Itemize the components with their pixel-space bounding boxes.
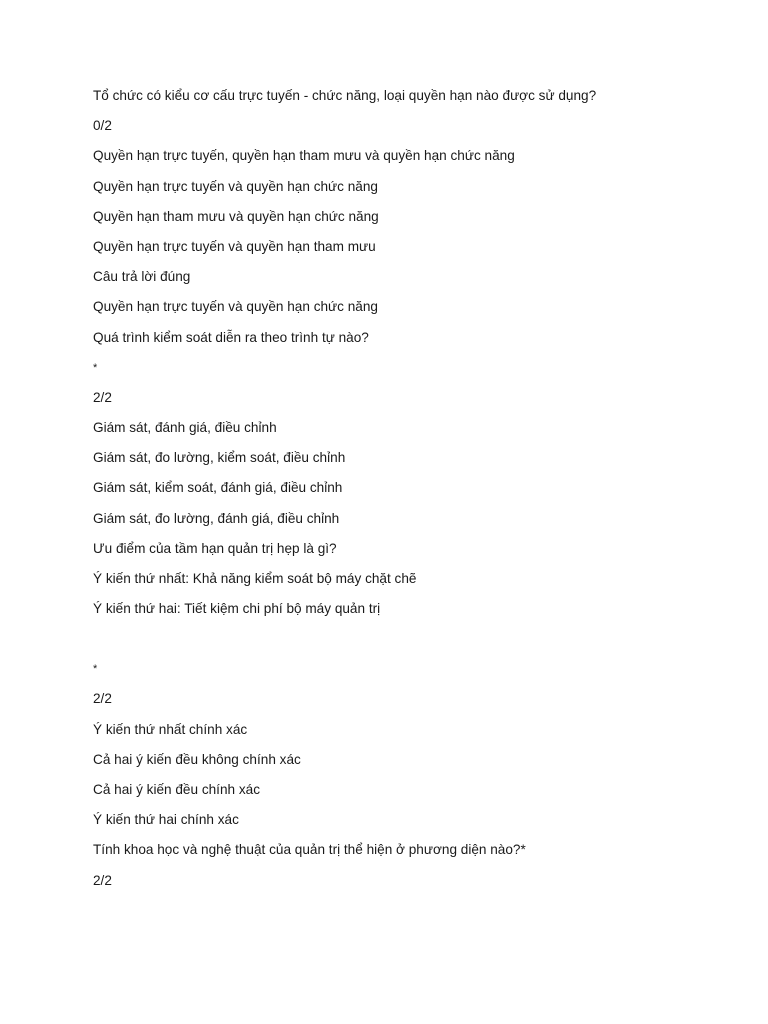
answer-option: Giám sát, đo lường, kiểm soát, điều chỉnh: [93, 450, 346, 466]
answer-option: Ý kiến thứ nhất chính xác: [93, 721, 248, 737]
required-marker: *: [93, 663, 98, 676]
answer-option: Giám sát, kiểm soát, đánh giá, điều chỉnh: [93, 480, 343, 496]
answer-option: Quyền hạn tham mưu và quyền hạn chức năng: [93, 208, 379, 224]
answer-option: Quyền hạn trực tuyến và quyền hạn chức năng: [93, 178, 378, 194]
answer-option: Cả hai ý kiến đều chính xác: [93, 781, 261, 797]
score-text: 2/2: [93, 691, 112, 707]
score-text: 2/2: [93, 389, 112, 405]
question-text: Ưu điểm của tầm hạn quản trị hẹp là gì?: [93, 540, 337, 556]
answer-option: Quyền hạn trực tuyến, quyền hạn tham mưu và quyền hạn chức năng: [93, 148, 515, 164]
answer-option: Ý kiến thứ hai chính xác: [93, 812, 239, 828]
question-statement: Ý kiến thứ nhất: Khả năng kiểm soát bộ máy chặt chẽ: [93, 571, 417, 586]
answer-option: Giám sát, đánh giá, điều chỉnh: [93, 420, 277, 436]
question-text: Tính khoa học và nghệ thuật của quản trị thể hiện ở phương diện nào?*: [93, 842, 526, 858]
score-text: 2/2: [93, 872, 112, 888]
correct-answer-label: Câu trả lời đúng: [93, 269, 191, 285]
required-marker: *: [93, 361, 98, 374]
correct-answer-text: Quyền hạn trực tuyến và quyền hạn chức năng: [93, 299, 378, 315]
answer-option: Giám sát, đo lường, đánh giá, điều chỉnh: [93, 510, 340, 526]
question-statement: Ý kiến thứ hai: Tiết kiệm chi phí bộ máy quản trị: [93, 601, 381, 617]
question-text: Quá trình kiểm soát diễn ra theo trình tự nào?: [93, 329, 369, 345]
question-text: Tổ chức có kiểu cơ cấu trực tuyến - chức năng, loại quyền hạn nào được sử dụng?: [93, 88, 597, 103]
score-text: 0/2: [93, 118, 112, 134]
answer-option: Cả hai ý kiến đều không chính xác: [93, 751, 301, 767]
answer-option: Quyền hạn trực tuyến và quyền hạn tham mưu: [93, 238, 376, 254]
document-content: [93, 86, 713, 901]
